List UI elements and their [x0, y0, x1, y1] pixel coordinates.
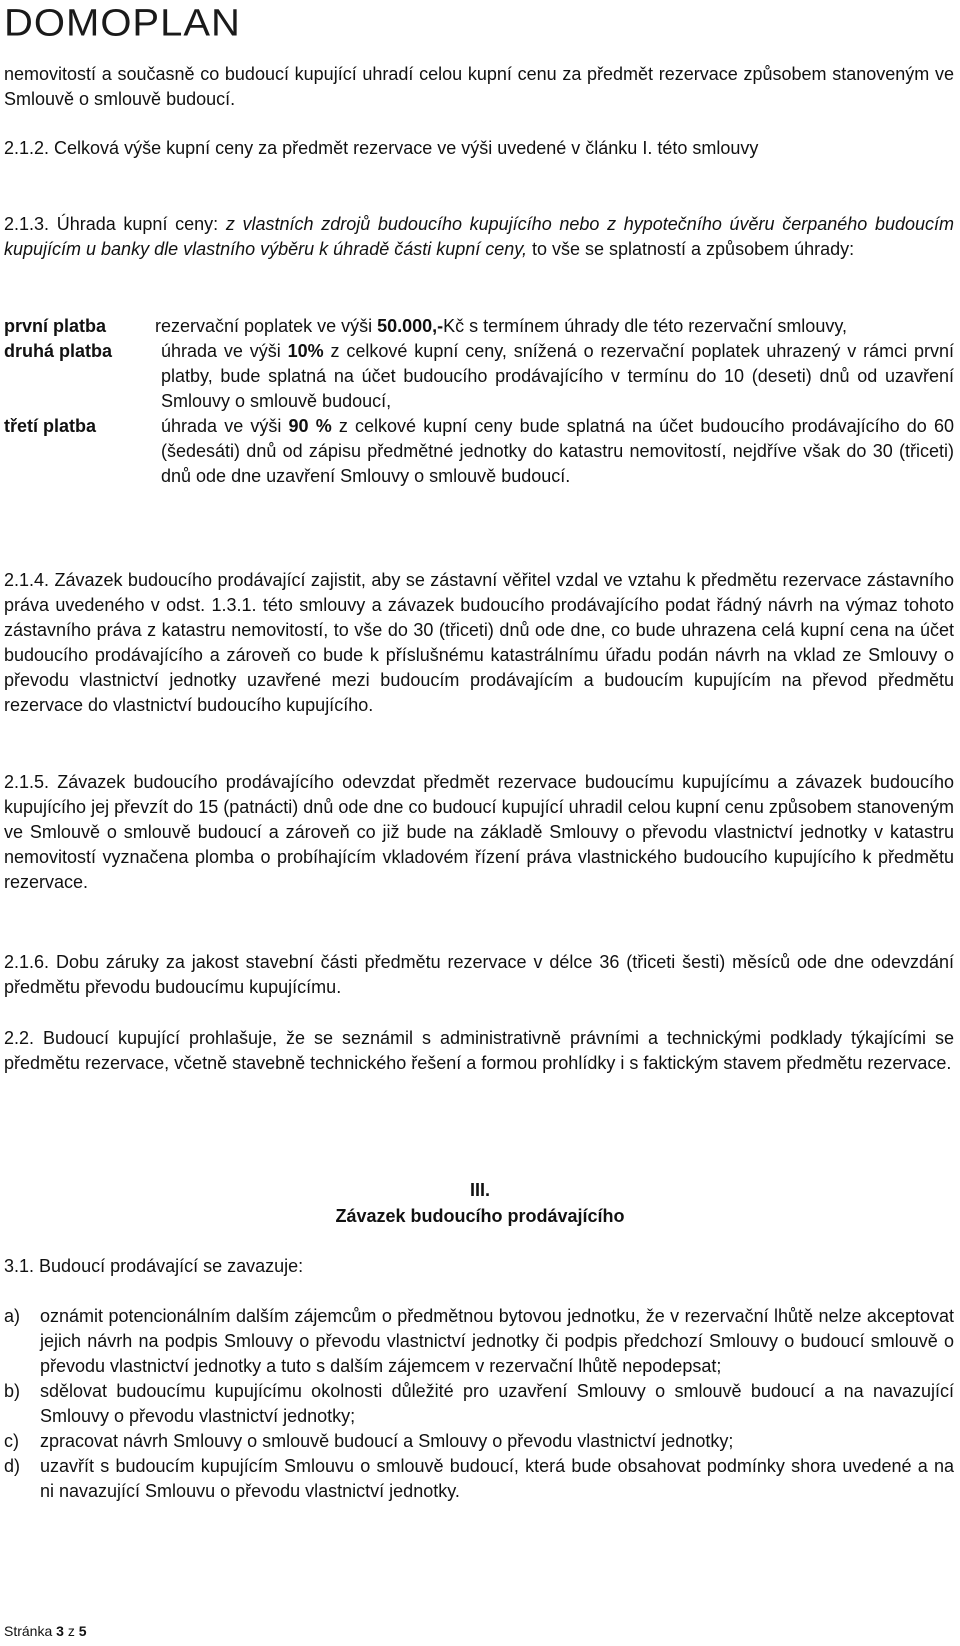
paragraph-intro: nemovitostí a současně co budoucí kupující uhradí celou kupní cenu za předmět rezervace způsobem stanoveným ve Smlouvě o smlouvě budoucí.: [4, 64, 954, 109]
paragraph-2-2: 2.2. Budoucí kupující prohlašuje, že se seznámil s administrativně právními a technickými podklady týkajícími se předmětu rezervace, včetně stavebně technického řešení a formou prohlídky i s faktickým stavem předmětu rezervace.: [4, 1028, 954, 1073]
payment-row: [4, 314, 954, 339]
logo: DOMOPLAN: [4, 2, 241, 44]
list-item-text: sdělovat budoucímu kupujícímu okolnosti důležité pro uzavření Smlouvy o smlouvě budoucí a na navazující Smlouvy o převodu vlastnictví jednotky;: [40, 1381, 954, 1426]
paragraph-3-1: 3.1. Budoucí prodávající se zavazuje:: [4, 1256, 304, 1276]
footer-page-number: 3: [56, 1623, 64, 1639]
payment-label: první platba: [4, 316, 107, 336]
paragraph-2-1-3-tail: to vše se splatností a způsobem úhrady:: [526, 239, 855, 259]
paragraph-2-1-6: 2.1.6. Dobu záruky za jakost stavební části předmětu rezervace v délce 36 (třiceti šesti) měsíců ode dne odevzdání předmětu převodu budoucímu kupujícímu.: [4, 952, 954, 997]
payment-text-pre: úhrada ve výši: [161, 416, 289, 436]
list-marker: a): [4, 1306, 21, 1326]
list-item-text: zpracovat návrh Smlouvy o smlouvě budoucí a Smlouvy o převodu vlastnictví jednotky;: [40, 1431, 734, 1451]
section-number: III.: [469, 1180, 490, 1200]
paragraph-2-1-5: 2.1.5. Závazek budoucího prodávajícího odevzdat předmět rezervace budoucímu kupujícímu a závazek budoucího kupujícího jej převzít do 15 (patnácti) dnů ode dne co budoucí kupující uhradil celou kupní cenu způsobem stanoveným ve Smlouvě o smlouvě budoucí a zároveň co již bude na základě Smlouvy o převodu vlastnictví jednotky v katastru nemovitostí vyznačena plomba o probíhajícím vkladovém řízení práva vlastnického budoucího kupujícího k předmětu rezervace.: [4, 772, 954, 892]
paragraph-2-1-3: [4, 212, 954, 262]
payment-text-pre: úhrada ve výši: [161, 341, 288, 361]
payment-amount: 10%: [287, 341, 324, 361]
section-title: Závazek budoucího prodávajícího: [335, 1206, 625, 1226]
paragraph-2-1-3-lead: 2.1.3. Úhrada kupní ceny:: [4, 214, 226, 234]
payment-row: [4, 339, 954, 414]
page-footer: [4, 1622, 87, 1640]
list-marker: c): [4, 1431, 19, 1451]
paragraph-2-1-2: 2.1.2. Celková výše kupní ceny za předmět rezervace ve výši uvedené v článku I. této smlouvy: [4, 138, 759, 158]
payment-text: [161, 339, 954, 414]
paragraph-2-1-3-italic: z vlastních zdrojů budoucího kupujícího nebo z hypotečního úvěru čerpaného budoucím kupujícím u banky dle vlastního výběru k úhradě části kupní ceny,: [4, 214, 954, 259]
list-item: [4, 1429, 954, 1454]
payment-text-pre: rezervační poplatek ve výši: [155, 316, 378, 336]
list-marker: b): [4, 1381, 21, 1401]
list-marker: d): [4, 1456, 21, 1476]
payment-schedule: [4, 314, 954, 489]
paragraph-2-1-4: 2.1.4. Závazek budoucího prodávající zajistit, aby se zástavní věřitel vzdal ve vztahu k předmětu rezervace zástavního práva uvedeného v odst. 1.3.1. této smlouvy a závazek budoucího prodávajícího podat řádný návrh na výmaz tohoto zástavního práva z katastru nemovitostí, to vše do 30 (třiceti) dnů ode dne, co bude uhrazena celá kupní cena na účet budoucího prodávajícího a zároveň co bude k příslušnému katastrálnímu úřadu podán návrh na vklad ze Smlouvy o převodu vlastnictví jednotky uzavřené mezi budoucím prodávajícím a budoucím kupujícím na převod předmětu rezervace do vlastnictví budoucího kupujícího.: [4, 570, 954, 715]
payment-amount: 50.000,-: [377, 316, 444, 336]
payment-amount: 90 %: [288, 416, 332, 436]
footer-page-total: 5: [78, 1623, 87, 1639]
list-item-text: uzavřít s budoucím kupujícím Smlouvu o smlouvě budoucí, která bude obsahovat podmínky shora uvedené a na ni navazující Smlouvu o převodu vlastnictví jednotky.: [40, 1456, 954, 1501]
payment-text: [161, 414, 954, 489]
footer-mid: z: [63, 1623, 79, 1639]
payment-text-post: z celkové kupní ceny bude splatná na účet budoucího prodávajícího do 60 (šedesáti) dnů od zápisu předmětné jednotky do katastru nemovitostí, nejdříve však do 30 (třiceti) dnů ode dne uzavření Smlouvy o smlouvě budoucí.: [161, 416, 954, 486]
list-item: [4, 1379, 954, 1429]
list-item-text: oznámit potencionálním dalším zájemcům o předmětnou bytovou jednotku, že v rezervační lhůtě nelze akceptovat jejich návrh na podpis Smlouvy o převodu vlastnictví jednotky či podpis předchozí Smlouvy o budoucí smlouvě o převodu vlastnictví jednotky a tuto s dalším zájemcem v rezervační lhůtě nepodepsat;: [40, 1306, 954, 1376]
payment-label: druhá platba: [4, 341, 113, 361]
list-item: [4, 1454, 954, 1504]
payment-text-post: Kč s termínem úhrady dle této rezervační smlouvy,: [443, 316, 847, 336]
list-item: [4, 1304, 954, 1379]
obligation-list: [4, 1304, 954, 1504]
payment-row: [4, 414, 954, 489]
payment-text: [155, 314, 954, 339]
footer-prefix: Stránka: [4, 1623, 57, 1639]
payment-text-post: z celkové kupní ceny, snížená o rezervační poplatek uhrazený v rámci první platby, bude splatná na účet budoucího prodávajícího v termínu do 10 (deseti) dnů od uzavření Smlouvy o smlouvě budoucí,: [161, 341, 955, 411]
payment-label: třetí platba: [4, 416, 97, 436]
